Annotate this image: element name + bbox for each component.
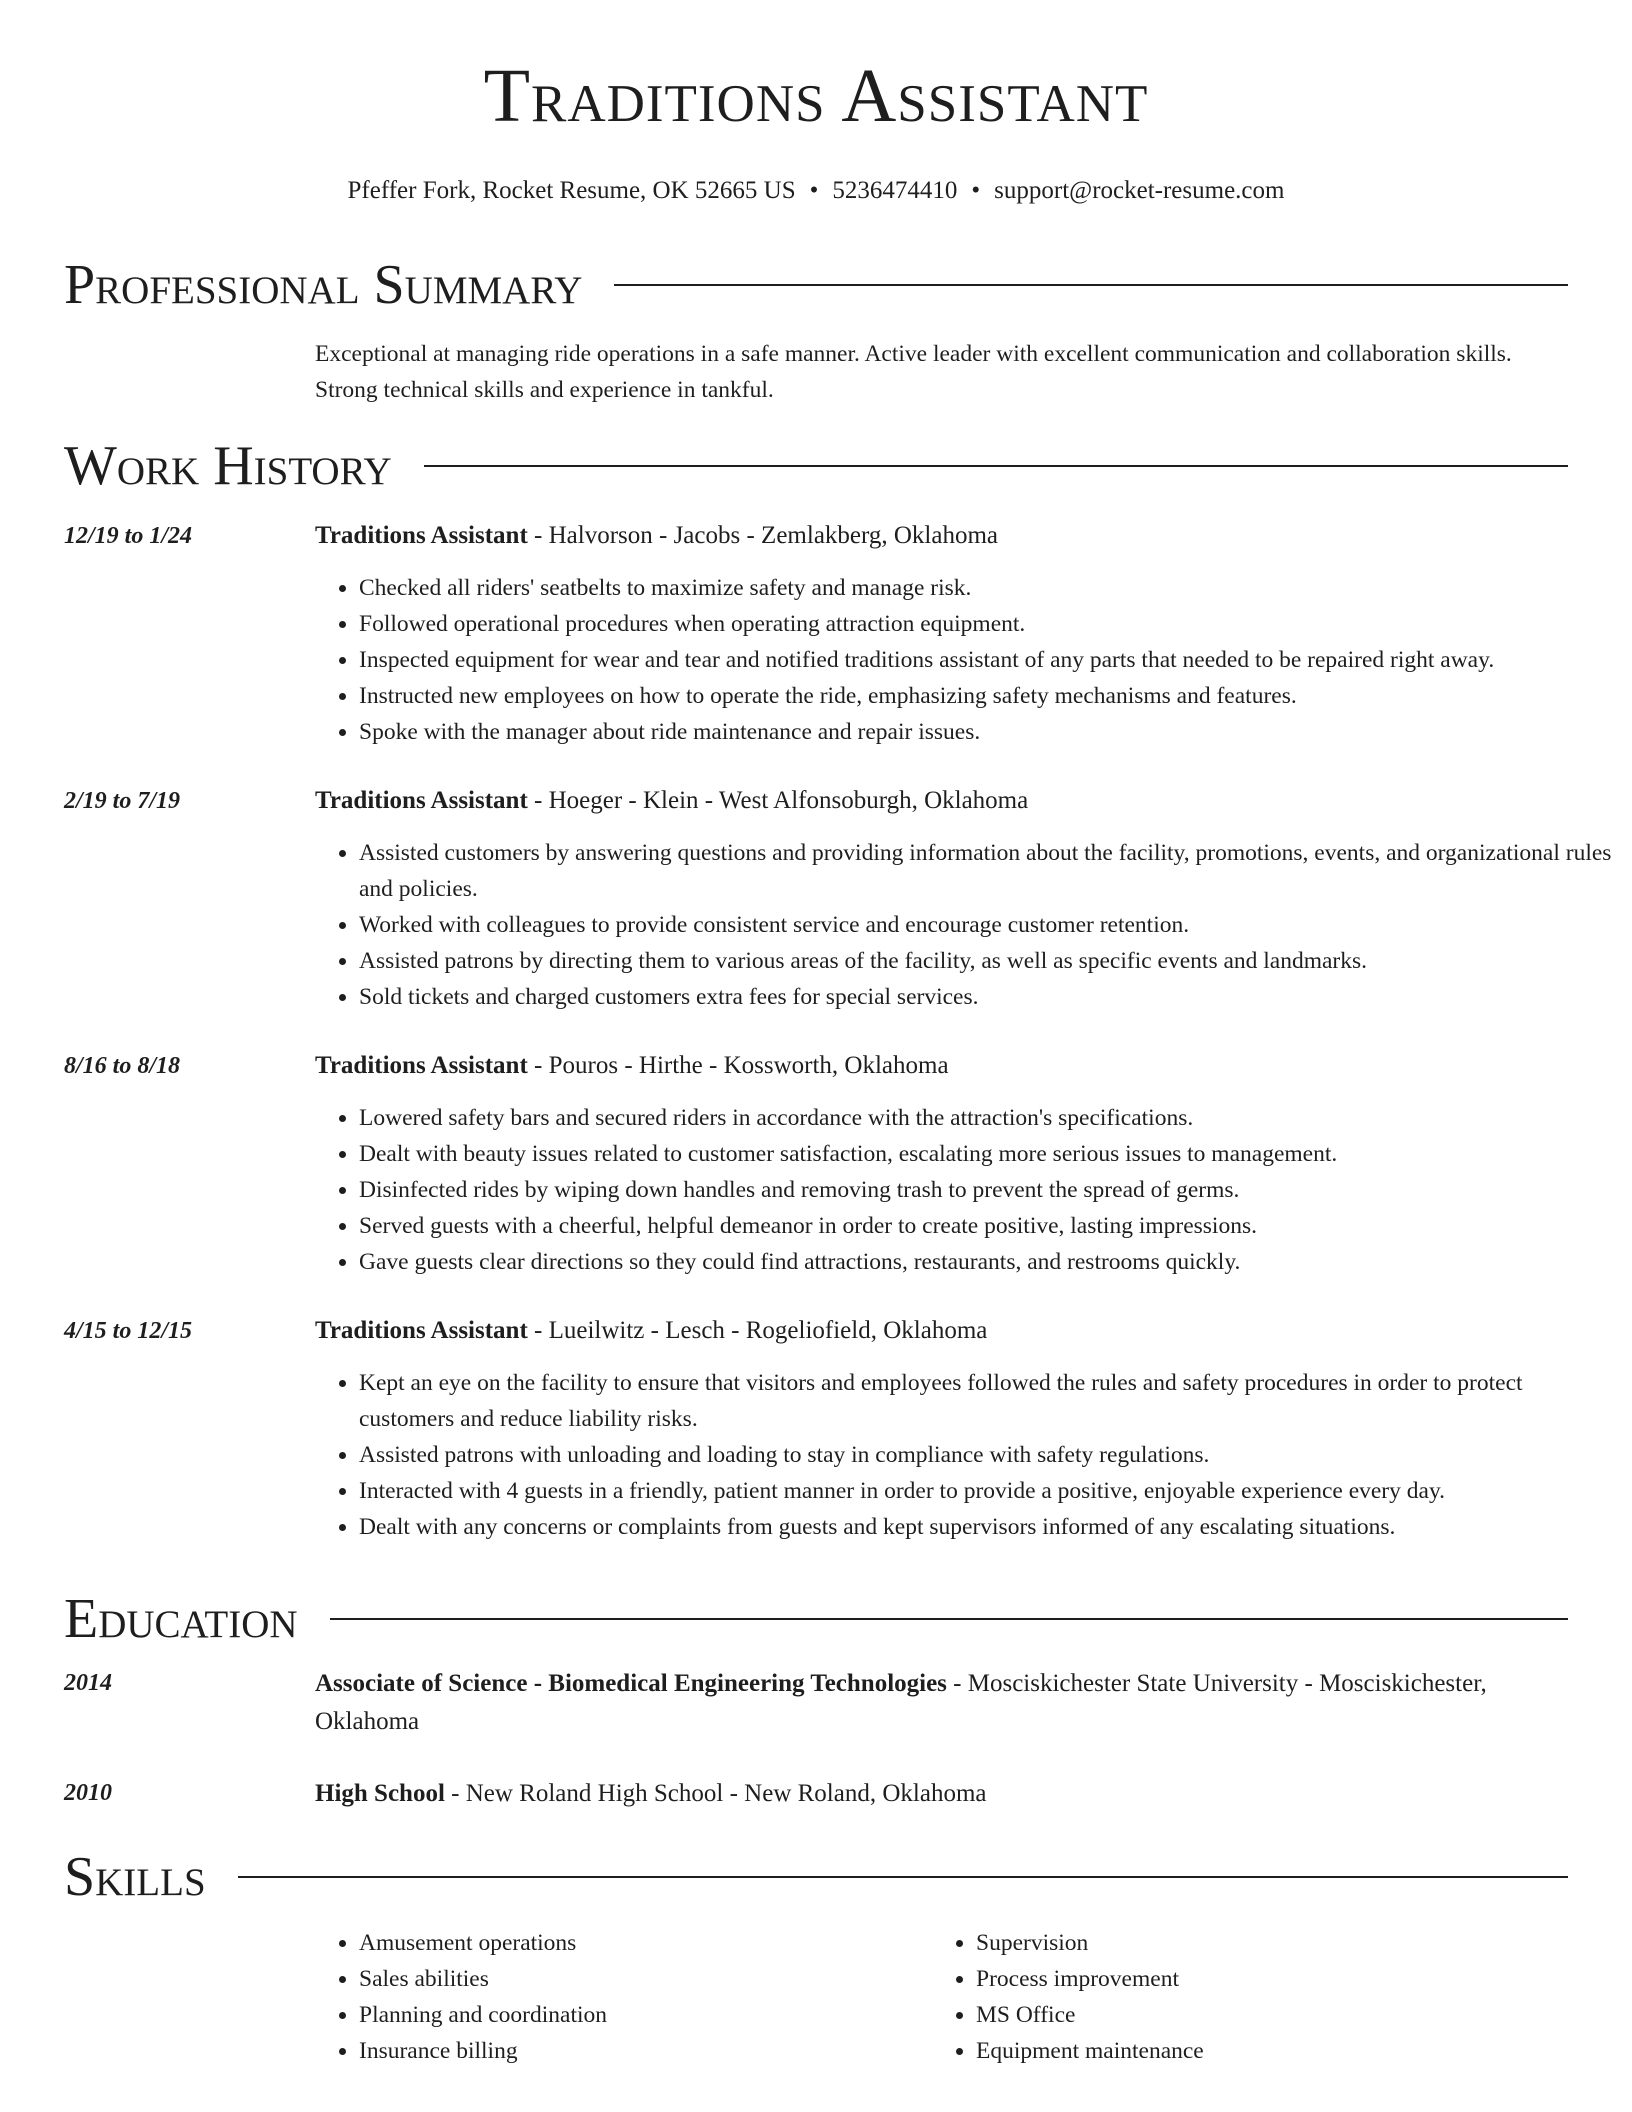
section-title-summary: Professional Summary <box>64 254 583 316</box>
contact-separator: • <box>809 177 819 204</box>
contact-phone: 5236474410 <box>832 177 958 204</box>
skill-item: • Process improvement <box>976 1961 1576 1997</box>
section-divider <box>614 284 1568 286</box>
job-employer-location: - Pouros - Hirthe - Kossworth, Oklahoma <box>527 1052 949 1079</box>
skill-item: • Supervision <box>976 1925 1576 1961</box>
job-bullet: • Spoke with the manager about ride maintenance and repair issues. <box>359 714 1612 750</box>
job-bullet: • Instructed new employees on how to operate the ride, emphasizing safety mechanisms and features. <box>359 678 1612 714</box>
section-divider <box>424 465 1568 467</box>
contact-address: Pfeffer Fork, Rocket Resume, OK 52665 US <box>347 177 796 204</box>
job-employer-location: - Lueilwitz - Lesch - Rogeliofield, Oklahoma <box>527 1317 988 1344</box>
job-dates: 12/19 to 1/24 <box>64 523 193 549</box>
education-year: 2010 <box>64 1780 112 1806</box>
job-bullet: • Disinfected rides by wiping down handles and removing trash to prevent the spread of germs. <box>359 1172 1612 1208</box>
job-bullet: • Kept an eye on the facility to ensure that visitors and employees followed the rules and safety procedures in order to protect customers and reduce liability risks. <box>359 1365 1612 1437</box>
job-employer-location: - Halvorson - Jacobs - Zemlakberg, Oklahoma <box>527 522 999 549</box>
job-bullet-list <box>315 570 1612 750</box>
job-bullet: • Assisted patrons with unloading and loading to stay in compliance with safety regulations. <box>359 1437 1612 1473</box>
section-title-skills: Skills <box>64 1846 206 1908</box>
job-bullet: • Sold tickets and charged customers extra fees for special services. <box>359 979 1612 1015</box>
job-bullet: • Served guests with a cheerful, helpful demeanor in order to create positive, lasting impressions. <box>359 1208 1612 1244</box>
job-title: Traditions Assistant <box>315 787 528 814</box>
section-divider <box>238 1876 1568 1878</box>
skill-item: • Planning and coordination <box>359 1997 929 2033</box>
job-bullet-list <box>315 1365 1612 1545</box>
education-degree: High School <box>315 1780 445 1807</box>
job-bullet: • Gave guests clear directions so they could find attractions, restaurants, and restrooms quickly. <box>359 1244 1612 1280</box>
job-employer-location: - Hoeger - Klein - West Alfonsoburgh, Oklahoma <box>527 787 1029 814</box>
contact-separator: • <box>971 177 981 204</box>
job-bullet: • Followed operational procedures when operating attraction equipment. <box>359 606 1612 642</box>
job-bullet: • Assisted patrons by directing them to various areas of the facility, as well as specific events and landmarks. <box>359 943 1612 979</box>
job-bullet: • Interacted with 4 guests in a friendly, patient manner in order to provide a positive, enjoyable experience every day. <box>359 1473 1612 1509</box>
education-degree: Associate of Science - Biomedical Engineering Technologies <box>315 1670 947 1697</box>
job-bullet: • Lowered safety bars and secured riders in accordance with the attraction's specifications. <box>359 1100 1612 1136</box>
skill-item: • MS Office <box>976 1997 1576 2033</box>
skills-list-right <box>932 1925 1576 2069</box>
education-heading <box>315 1775 1568 1813</box>
section-title-education: Education <box>64 1588 298 1650</box>
job-bullet-list <box>315 1100 1612 1280</box>
education-school-location: - Mosciskichester State University - Mosciskichester, Oklahoma <box>315 1670 1487 1735</box>
education-heading <box>315 1665 1568 1741</box>
candidate-name: Traditions Assistant <box>483 54 1149 138</box>
job-title: Traditions Assistant <box>315 1052 528 1079</box>
skill-item: • Sales abilities <box>359 1961 929 1997</box>
job-dates: 4/15 to 12/15 <box>64 1318 193 1344</box>
education-school-location: - New Roland High School - New Roland, Oklahoma <box>444 1780 987 1807</box>
job-dates: 2/19 to 7/19 <box>64 788 181 814</box>
job-bullet: • Dealt with any concerns or complaints from guests and kept supervisors informed of any escalating situations. <box>359 1509 1612 1545</box>
skill-item: • Insurance billing <box>359 2033 929 2069</box>
skill-item: • Amusement operations <box>359 1925 929 1961</box>
education-year: 2014 <box>64 1670 112 1696</box>
job-dates: 8/16 to 8/18 <box>64 1053 181 1079</box>
job-bullet: • Assisted customers by answering questions and providing information about the facility, promotions, events, and organizational rules and policies. <box>359 835 1612 907</box>
skills-list-left <box>315 1925 929 2069</box>
job-heading <box>315 1313 1568 1349</box>
section-header-skills <box>64 1845 1568 1909</box>
contact-email: support@rocket-resume.com <box>994 177 1285 204</box>
job-bullet-list <box>315 835 1612 1015</box>
section-title-work-history: Work History <box>64 435 392 497</box>
job-bullet: • Worked with colleagues to provide consistent service and encourage customer retention. <box>359 907 1612 943</box>
job-heading <box>315 783 1568 819</box>
section-divider <box>330 1618 1568 1620</box>
job-heading <box>315 1048 1568 1084</box>
job-heading <box>315 518 1568 554</box>
section-header-summary <box>64 253 1568 317</box>
section-header-education <box>64 1587 1568 1651</box>
contact-line <box>64 176 1568 206</box>
job-bullet: • Inspected equipment for wear and tear and notified traditions assistant of any parts that needed to be repaired right away. <box>359 642 1612 678</box>
skill-item: • Equipment maintenance <box>976 2033 1576 2069</box>
job-title: Traditions Assistant <box>315 1317 528 1344</box>
job-bullet: • Dealt with beauty issues related to customer satisfaction, escalating more serious issues to management. <box>359 1136 1612 1172</box>
job-title: Traditions Assistant <box>315 522 528 549</box>
summary-text: Exceptional at managing ride operations in a safe manner. Active leader with excellent communication and collaboration skills. Strong technical skills and experience in tankful. <box>315 341 1512 403</box>
job-bullet: • Checked all riders' seatbelts to maximize safety and manage risk. <box>359 570 1612 606</box>
section-header-work-history <box>64 434 1568 498</box>
